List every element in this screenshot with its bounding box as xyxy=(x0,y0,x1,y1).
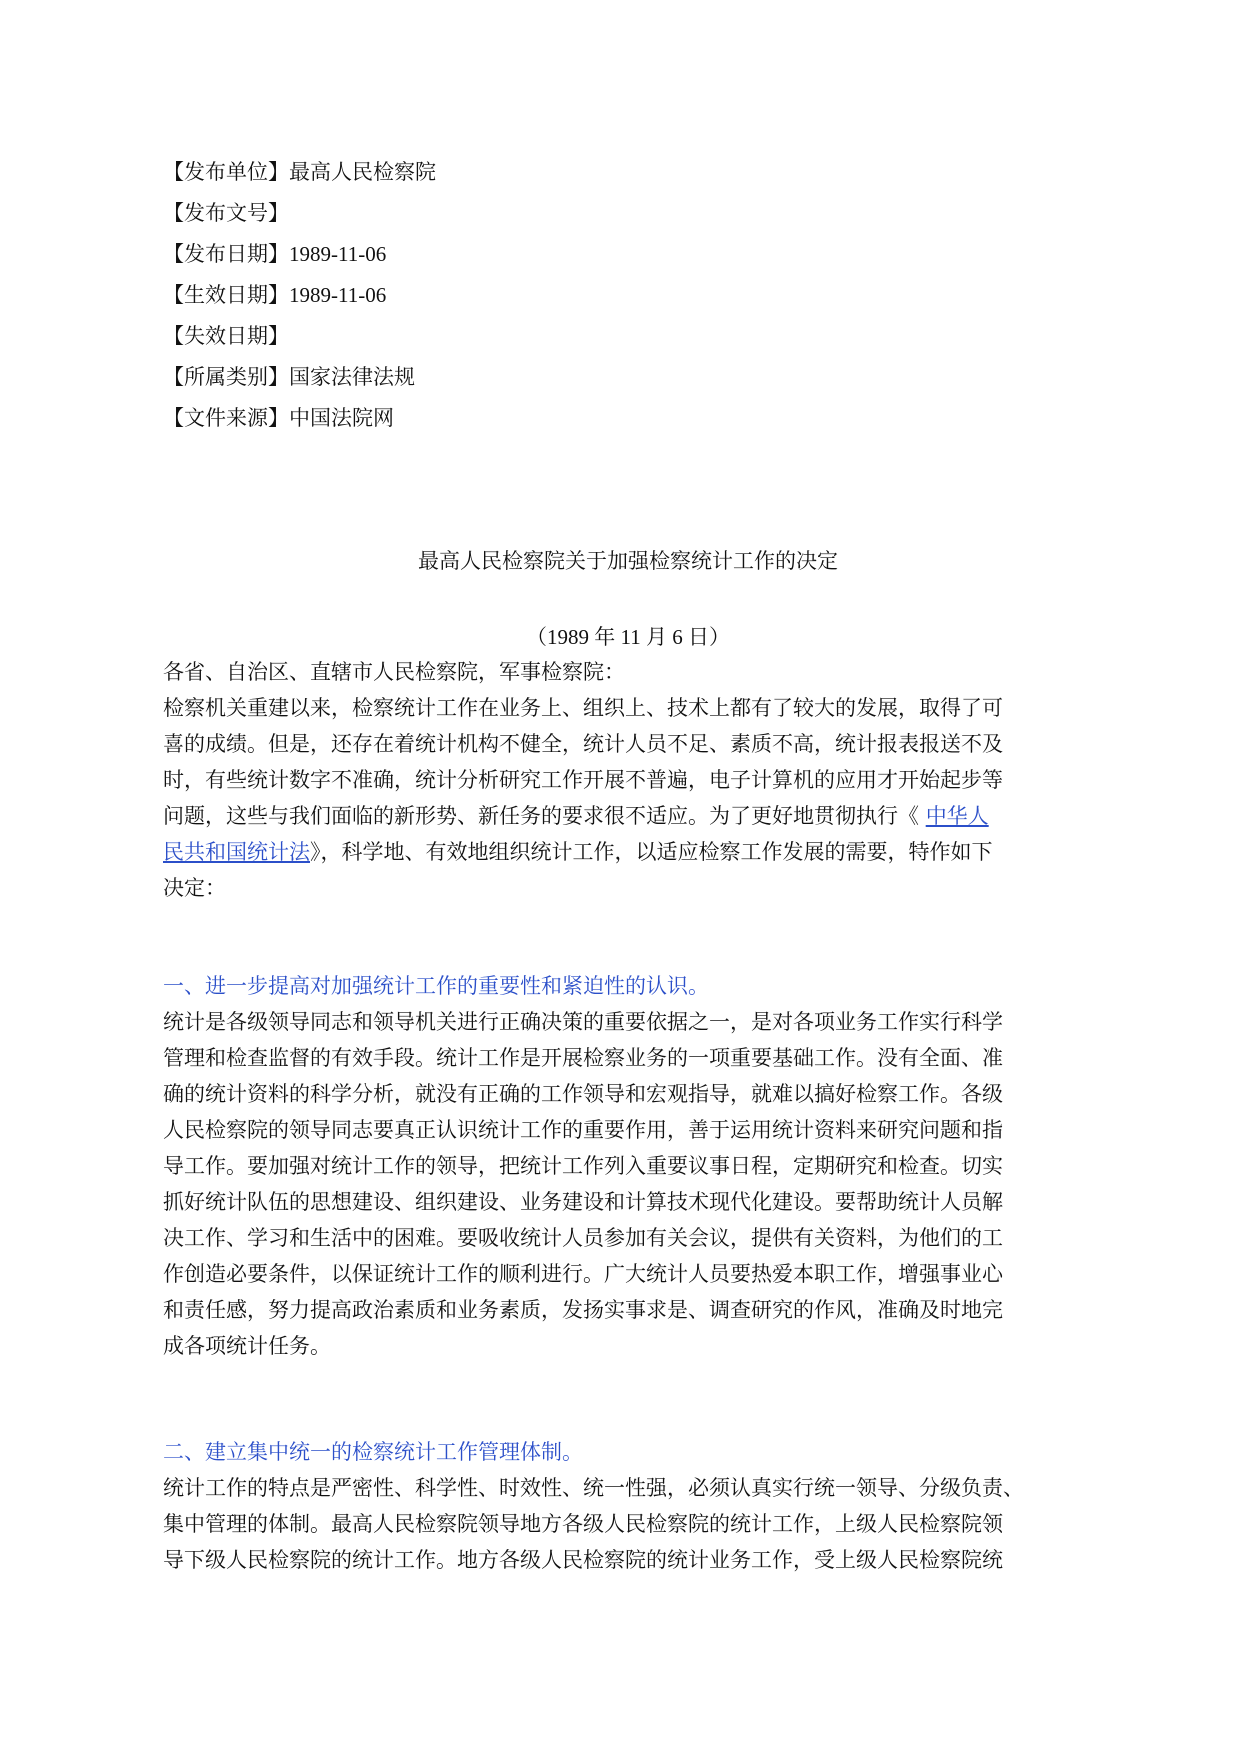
metadata-row-issuer xyxy=(163,152,763,193)
intro-block xyxy=(163,654,1113,906)
paragraph-line: 喜的成绩。但是，还存在着统计机构不健全，统计人员不足、素质不高，统计报表报送不及 xyxy=(163,732,1003,756)
paragraph-line: 确的统计资料的科学分析，就没有正确的工作领导和宏观指导，就难以搞好检察工作。各级 xyxy=(163,1082,1003,1106)
statistics-law-link[interactable]: 中华人 xyxy=(925,804,989,828)
paragraph-line: 管理和检查监督的有效手段。统计工作是开展检察业务的一项重要基础工作。没有全面、准 xyxy=(163,1046,1003,1070)
paragraph-line: 决定： xyxy=(163,876,226,900)
paragraph-line: 决工作、学习和生活中的困难。要吸收统计人员参加有关会议，提供有关资料，为他们的工 xyxy=(163,1226,1003,1250)
paragraph-text: 问题，这些与我们面临的新形势、新任务的要求很不适应。为了更好地贯彻执行《 xyxy=(163,804,926,828)
paragraph-line: 成各项统计任务。 xyxy=(163,1334,331,1358)
section-one xyxy=(163,968,1113,1364)
paragraph-line xyxy=(163,798,1113,834)
document-title: 最高人民检察院关于加强检察统计工作的决定 xyxy=(418,549,838,573)
metadata-row-source xyxy=(163,398,763,439)
document-date: （1989 年 11 月 6 日） xyxy=(526,625,730,649)
paragraph-line: 时，有些统计数字不准确，统计分析研究工作开展不普遍，电子计算机的应用才开始起步等 xyxy=(163,768,1003,792)
paragraph-line: 统计工作的特点是严密性、科学性、时效性、统一性强，必须认真实行统一领导、分级负责、 xyxy=(163,1476,1024,1500)
paragraph-line: 导工作。要加强对统计工作的领导，把统计工作列入重要议事日程，定期研究和检查。切实 xyxy=(163,1154,1003,1178)
metadata-label: 【所属类别】 xyxy=(163,365,289,389)
section-two xyxy=(163,1434,1113,1578)
metadata-value: 1989-11-06 xyxy=(289,283,387,307)
paragraph-line: 抓好统计队伍的思想建设、组织建设、业务建设和计算技术现代化建设。要帮助统计人员解 xyxy=(163,1190,1003,1214)
document-page xyxy=(163,0,1113,1753)
metadata-row-doc-number xyxy=(163,193,763,234)
section-heading: 二、建立集中统一的检察统计工作管理体制。 xyxy=(163,1440,583,1464)
paragraph-line: 集中管理的体制。最高人民检察院领导地方各级人民检察院的统计工作，上级人民检察院领 xyxy=(163,1512,1003,1536)
metadata-value: 最高人民检察院 xyxy=(289,160,436,184)
metadata-row-expiry-date xyxy=(163,316,763,357)
metadata-label: 【生效日期】 xyxy=(163,283,289,307)
paragraph-line: 检察机关重建以来，检察统计工作在业务上、组织上、技术上都有了较大的发展，取得了可 xyxy=(163,696,1003,720)
metadata-value: 中国法院网 xyxy=(289,406,394,430)
metadata-row-effective-date xyxy=(163,275,763,316)
paragraph-line: 统计是各级领导同志和领导机关进行正确决策的重要依据之一，是对各项业务工作实行科学 xyxy=(163,1010,1003,1034)
section-heading: 一、进一步提高对加强统计工作的重要性和紧迫性的认识。 xyxy=(163,974,709,998)
metadata-value: 1989-11-06 xyxy=(289,242,387,266)
paragraph-line: 作创造必要条件，以保证统计工作的顺利进行。广大统计人员要热爱本职工作，增强事业心 xyxy=(163,1262,1003,1286)
metadata-label: 【发布单位】 xyxy=(163,160,289,184)
metadata-label: 【发布文号】 xyxy=(163,201,289,225)
metadata-row-issue-date xyxy=(163,234,763,275)
paragraph-line xyxy=(163,834,1113,870)
metadata-label: 【失效日期】 xyxy=(163,324,289,348)
paragraph-text: 》，科学地、有效地组织统计工作，以适应检察工作发展的需要，特作如下 xyxy=(310,840,993,864)
metadata-label: 【发布日期】 xyxy=(163,242,289,266)
paragraph-line: 人民检察院的领导同志要真正认识统计工作的重要作用，善于运用统计资料来研究问题和指 xyxy=(163,1118,1003,1142)
metadata-value: 国家法律法规 xyxy=(289,365,415,389)
addressee-line: 各省、自治区、直辖市人民检察院，军事检察院： xyxy=(163,660,625,684)
paragraph-line: 导下级人民检察院的统计工作。地方各级人民检察院的统计业务工作，受上级人民检察院统 xyxy=(163,1548,1003,1572)
paragraph-line: 和责任感，努力提高政治素质和业务素质，发扬实事求是、调查研究的作风，准确及时地完 xyxy=(163,1298,1003,1322)
metadata-block xyxy=(163,152,763,439)
metadata-row-category xyxy=(163,357,763,398)
metadata-label: 【文件来源】 xyxy=(163,406,289,430)
statistics-law-link[interactable]: 民共和国统计法 xyxy=(163,840,310,864)
